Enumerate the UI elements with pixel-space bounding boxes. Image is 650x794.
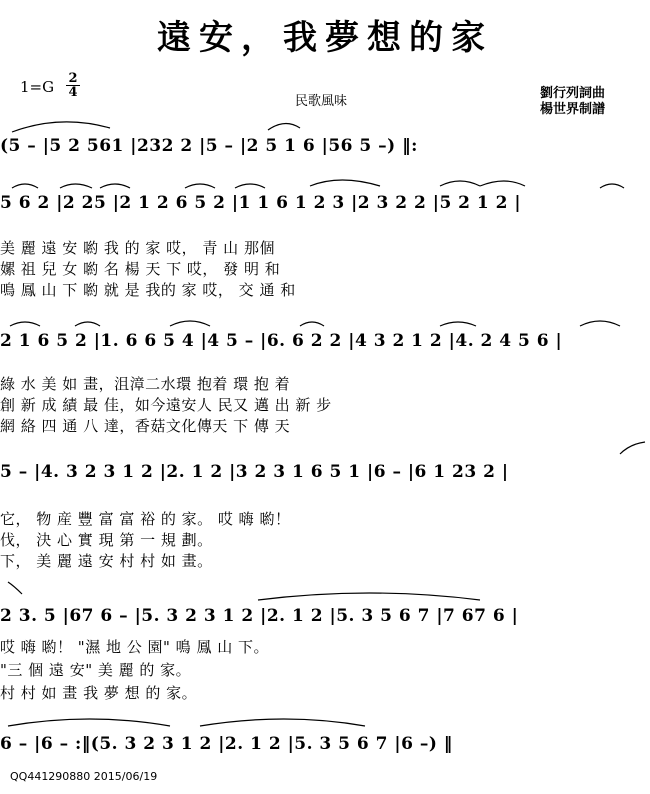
lyric-line-4-2: 伐， 決 心 實 現 第 一 規 劃。 bbox=[0, 531, 213, 549]
meter-top: 2 bbox=[68, 71, 78, 86]
lyric-line-2-1: 美 麗 遠 安 喲 我 的 家 哎， 青 山 那個 bbox=[0, 239, 275, 257]
notation-line-2: 5 6 2 |2 25 |2 1 2 6 5 2 |1 1 6 1 2 3 |2 3 2 2 |5 2 1 2 | bbox=[0, 193, 522, 213]
notation-line-1: (5 – |5 2 561 |232 2 |5 – |2 5 1 6 |56 5 –) ‖: bbox=[0, 136, 418, 156]
lyric-line-2-3: 鳴 鳳 山 下 喲 就 是 我的 家 哎， 交 通 和 bbox=[0, 281, 296, 299]
lyric-line-2-2: 嫘 祖 兒 女 喲 名 楊 天 下 哎， 發 明 和 bbox=[0, 260, 281, 278]
lyric-line-5-1: 哎 嗨 喲！ "濕 地 公 園" 鳴 鳳 山 下。 bbox=[0, 638, 269, 656]
style-note: 民歌風味 bbox=[295, 94, 348, 109]
key-signature: 1=G bbox=[20, 78, 55, 96]
notation-line-6: 6 – |6 – :‖(5. 3 2 3 1 2 |2. 1 2 |5. 3 5 6 7 |6 –) ‖ bbox=[0, 734, 453, 754]
lyric-line-5-2: "三 個 遠 安" 美 麗 的 家。 bbox=[0, 661, 192, 679]
lyric-line-3-3: 網 絡 四 通 八 達，香菇文化傳天 下 傳 天 bbox=[0, 417, 291, 435]
notation-line-3: 2 1 6 5 2 |1. 6 6 5 4 |4 5 – |6. 6 2 2 |4 3 2 1 2 |4. 2 4 5 6 | bbox=[0, 331, 563, 351]
lyric-line-5-3: 村 村 如 畫 我 夢 想 的 家。 bbox=[0, 684, 198, 702]
footer-contact-date: QQ441290880 2015/06/19 bbox=[10, 770, 158, 783]
lyric-line-3-1: 綠 水 美 如 畫，沮漳二水環 抱着 環 抱 着 bbox=[0, 375, 291, 393]
lyricist-composer: 劉行列詞曲 bbox=[540, 86, 606, 101]
lyric-line-4-3: 下， 美 麗 遠 安 村 村 如 畫。 bbox=[0, 552, 213, 570]
notation-line-5: 2 3. 5 |67 6 – |5. 3 2 3 1 2 |2. 1 2 |5. 3 5 6 7 |7 67 6 | bbox=[0, 606, 519, 626]
meter-bottom: 4 bbox=[66, 85, 80, 99]
song-title: 遠安，我夢想的家 bbox=[157, 18, 493, 58]
arranger: 楊世界制譜 bbox=[540, 102, 606, 117]
notation-line-4: 5 – |4. 3 2 3 1 2 |2. 1 2 |3 2 3 1 6 5 1 |6 – |6 1 23 2 | bbox=[0, 462, 509, 482]
lyric-line-4-1: 它， 物 産 豐 富 富 裕 的 家。 哎 嗨 喲！ bbox=[0, 510, 291, 528]
lyric-line-3-2: 創 新 成 績 最 佳，如今遠安人 民又 邁 出 新 步 bbox=[0, 396, 332, 414]
